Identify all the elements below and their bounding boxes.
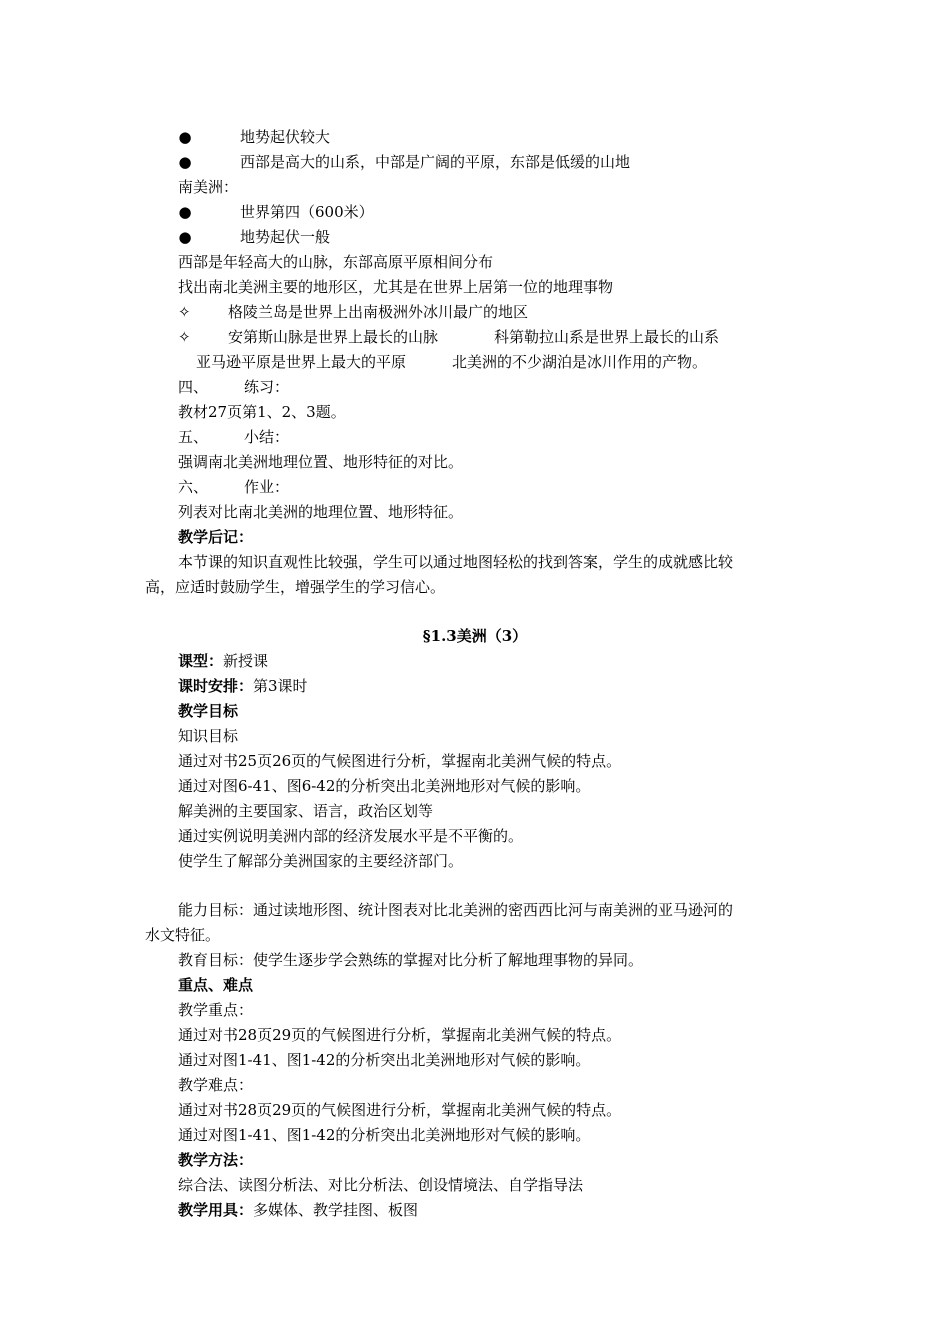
knowledge-item: 通过对书25页26页的气候图进行分析，掌握南北美洲气候的特点。 — [178, 752, 622, 770]
lesson-type-label: 课型： — [178, 652, 224, 670]
knowledge-item: 通过实例说明美洲内部的经济发展水平是不平衡的。 — [178, 827, 524, 845]
star-item-2b: 科第勒拉山系是世界上最长的山系 — [494, 328, 720, 346]
sa-terrain: 西部是年轻高大的山脉，东部高原平原相间分布 — [178, 253, 494, 271]
method-label: 教学方法： — [178, 1151, 254, 1169]
sa-bullet-1: 世界第四（600米） — [240, 203, 374, 221]
section-6-label: 作业： — [244, 478, 290, 496]
education-goal: 教育目标：使学生逐步学会熟练的掌握对比分析了解地理事物的异同。 — [178, 951, 644, 969]
postscript-line-2: 高，应适时鼓励学生，增强学生的学习信心。 — [145, 578, 446, 596]
na-bullet-2: 西部是高大的山系，中部是广阔的平原，东部是低缓的山地 — [240, 153, 631, 171]
section-6-number: 六、 — [178, 478, 209, 496]
lesson-schedule-value: 第3课时 — [253, 677, 308, 695]
sa-bullet-2: 地势起伏一般 — [240, 228, 331, 246]
task-text: 找出南北美洲主要的地形区，尤其是在世界上居第一位的地理事物 — [178, 278, 614, 296]
focus-heading: 教学重点： — [178, 1001, 254, 1019]
section-4-label: 练习： — [244, 378, 290, 396]
section-5-text: 强调南北美洲地理位置、地形特征的对比。 — [178, 453, 464, 471]
knowledge-item: 通过对图6-41、图6-42的分析突出北美洲地形对气候的影响。 — [178, 777, 591, 795]
section-6-text: 列表对比南北美洲的地理位置、地形特征。 — [178, 503, 464, 521]
method-value: 综合法、读图分析法、对比分析法、创设情境法、自学指导法 — [178, 1176, 584, 1194]
bullet-icon: ● — [178, 203, 192, 221]
lesson-title: §1.3美洲（3） — [422, 627, 528, 645]
star-item-1: 格陵兰岛是世界上出南极洲外冰川最广的地区 — [228, 303, 529, 321]
bullet-icon: ● — [178, 128, 192, 146]
difficulty-heading: 教学难点： — [178, 1076, 254, 1094]
star-icon: ✧ — [178, 328, 191, 346]
section-4-number: 四、 — [178, 378, 209, 396]
lakes-text: 北美洲的不少湖泊是冰川作用的产物。 — [452, 353, 708, 371]
bullet-icon: ● — [178, 153, 192, 171]
section-5-label: 小结： — [244, 428, 290, 446]
tools-value: 多媒体、教学挂图、板图 — [253, 1201, 419, 1219]
lesson-schedule-label: 课时安排： — [178, 677, 254, 695]
sa-heading: 南美洲： — [178, 178, 239, 196]
goals-heading: 教学目标 — [178, 702, 239, 720]
lesson-type — [178, 650, 268, 672]
lesson-type-value: 新授课 — [223, 652, 269, 670]
difficulty-item: 通过对图1-41、图1-42的分析突出北美洲地形对气候的影响。 — [178, 1126, 591, 1144]
star-icon: ✧ — [178, 303, 191, 321]
star-item-2a: 安第斯山脉是世界上最长的山脉 — [228, 328, 439, 346]
ability-goal-line-1: 能力目标：通过读地形图、统计图表对比北美洲的密西西比河与南美洲的亚马逊河的 — [178, 901, 734, 919]
amazon-text: 亚马逊平原是世界上最大的平原 — [196, 353, 407, 371]
tools-line — [178, 1199, 418, 1221]
section-5-number: 五、 — [178, 428, 209, 446]
knowledge-item: 解美洲的主要国家、语言，政治区划等 — [178, 802, 434, 820]
na-bullet-1: 地势起伏较大 — [240, 128, 331, 146]
postscript-label: 教学后记： — [178, 528, 254, 546]
ability-goal-line-2: 水文特征。 — [145, 926, 221, 944]
key-points-heading: 重点、难点 — [178, 976, 254, 994]
section-4-text: 教材27页第1、2、3题。 — [178, 403, 346, 421]
lesson-schedule — [178, 675, 308, 697]
difficulty-item: 通过对书28页29页的气候图进行分析，掌握南北美洲气候的特点。 — [178, 1101, 622, 1119]
focus-item: 通过对书28页29页的气候图进行分析，掌握南北美洲气候的特点。 — [178, 1026, 622, 1044]
focus-item: 通过对图1-41、图1-42的分析突出北美洲地形对气候的影响。 — [178, 1051, 591, 1069]
knowledge-item: 使学生了解部分美洲国家的主要经济部门。 — [178, 852, 464, 870]
bullet-icon: ● — [178, 228, 192, 246]
postscript-line-1: 本节课的知识直观性比较强，学生可以通过地图轻松的找到答案，学生的成就感比较 — [178, 553, 734, 571]
tools-label: 教学用具： — [178, 1201, 254, 1219]
knowledge-heading: 知识目标 — [178, 727, 239, 745]
